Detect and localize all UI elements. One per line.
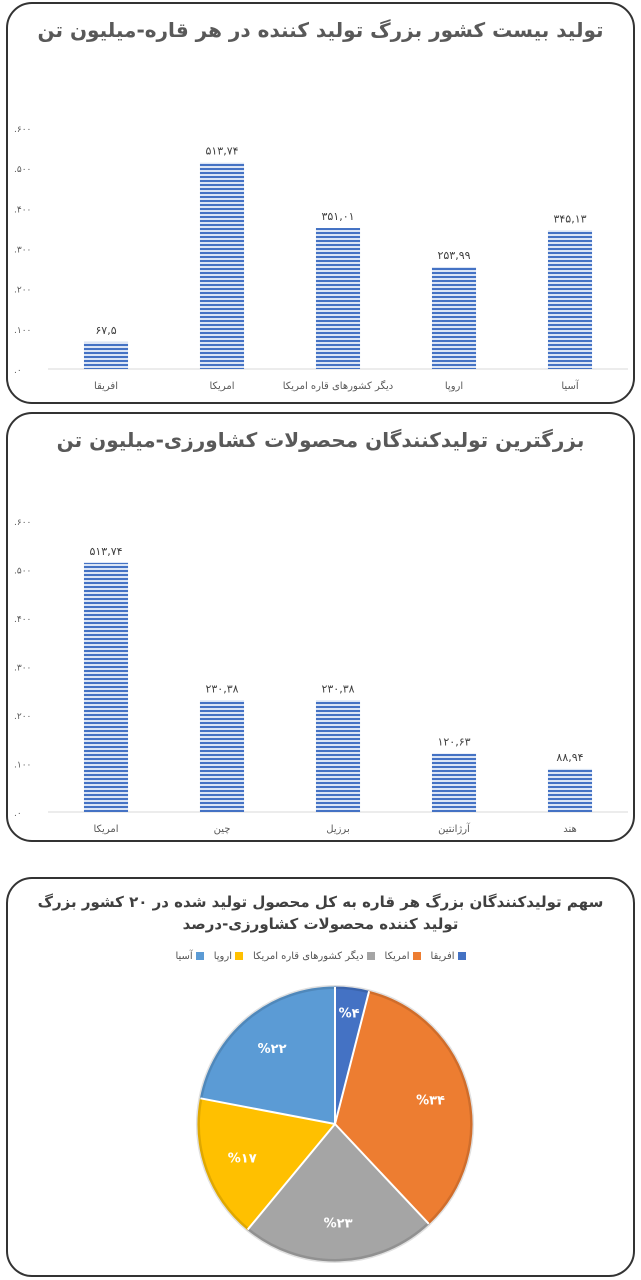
- data-label: ۱۲۰,۶۳: [437, 735, 471, 749]
- pie-data-label: %۲۳: [323, 1216, 353, 1232]
- category-label: آرژانتین: [438, 824, 470, 835]
- y-tick-label: .۰: [14, 366, 22, 376]
- data-label: ۸۸,۹۴: [556, 750, 584, 764]
- category-label: امریکا: [209, 381, 235, 392]
- category-label: برزیل: [326, 824, 350, 835]
- y-tick-label: .۵۰۰: [14, 566, 32, 577]
- category-label: هند: [563, 824, 577, 835]
- legend-label: آسیا: [175, 951, 193, 962]
- y-tick-label: .۱۰۰: [14, 325, 32, 336]
- bar: [200, 700, 244, 812]
- bar: [432, 753, 476, 812]
- category-label: امریکا: [93, 824, 119, 835]
- data-label: ۵۱۳,۷۴: [89, 544, 123, 558]
- data-label: ۵۱۳,۷۴: [205, 144, 239, 158]
- bar: [84, 563, 128, 812]
- category-label: افریقا: [94, 381, 118, 392]
- pie-data-label: %۳۴: [416, 1093, 445, 1109]
- bar-chart-continents: [8, 4, 635, 404]
- y-tick-label: .۶۰۰: [14, 518, 32, 528]
- pie-chart-share: [8, 879, 635, 1277]
- data-label: ۲۵۳,۹۹: [437, 248, 471, 262]
- legend-label: امریکا: [384, 951, 410, 962]
- category-label: دیگر کشورهای قاره امریکا: [282, 381, 394, 392]
- data-label: ۶۷,۵: [95, 323, 117, 337]
- bar: [548, 230, 592, 369]
- y-tick-label: .۲۰۰: [14, 285, 32, 296]
- data-label: ۲۳۰,۳۸: [321, 682, 355, 696]
- chart-title: سهم تولیدکنندگان بزرگ هر قاره به کل محصول تولید شده در ۲۰ کشور بزرگ تولید کننده محصولات کشاورزی-درصد: [37, 893, 604, 933]
- data-label: ۳۵۱,۰۱: [321, 210, 355, 224]
- category-label: چین: [213, 824, 231, 835]
- y-tick-label: .۱۰۰: [14, 760, 32, 771]
- bar: [200, 163, 244, 369]
- chart-title: بزرگترین تولیدکنندگان محصولات کشاورزی-میلیون تن: [56, 428, 585, 452]
- y-tick-label: .۳۰۰: [14, 663, 32, 674]
- bar: [432, 267, 476, 369]
- data-label: ۲۳۰,۳۸: [205, 682, 239, 696]
- pie-data-label: %۴: [338, 1006, 360, 1022]
- bar-chart-continents-panel: [6, 2, 635, 404]
- pie-chart-share-panel: [6, 877, 635, 1277]
- pie-data-label: %۲۲: [257, 1041, 287, 1057]
- bar: [84, 342, 128, 369]
- pie-data-label: %۱۷: [227, 1151, 257, 1167]
- bar: [548, 769, 592, 812]
- y-tick-label: .۵۰۰: [14, 165, 32, 176]
- bar-chart-producers-panel: [6, 412, 635, 842]
- category-label: آسیا: [561, 381, 579, 392]
- y-tick-label: .۴۰۰: [14, 205, 32, 216]
- legend-label: افریقا: [430, 951, 455, 962]
- bar: [316, 700, 360, 812]
- bar: [316, 228, 360, 369]
- y-tick-label: .۴۰۰: [14, 615, 32, 625]
- bar-chart-producers: [8, 414, 635, 842]
- y-tick-label: .۶۰۰: [14, 125, 32, 135]
- y-tick-label: .۰: [14, 809, 22, 819]
- y-tick-label: .۳۰۰: [14, 245, 32, 256]
- y-tick-label: .۲۰۰: [14, 712, 32, 722]
- data-label: ۳۴۵,۱۳: [553, 212, 587, 226]
- legend-label: اروپا: [213, 951, 232, 962]
- chart-title: تولید بیست کشور بزرگ تولید کننده در هر قاره-میلیون تن: [37, 18, 604, 42]
- legend-label: دیگر کشورهای قاره امریکا: [252, 951, 364, 962]
- category-label: اروپا: [444, 381, 464, 392]
